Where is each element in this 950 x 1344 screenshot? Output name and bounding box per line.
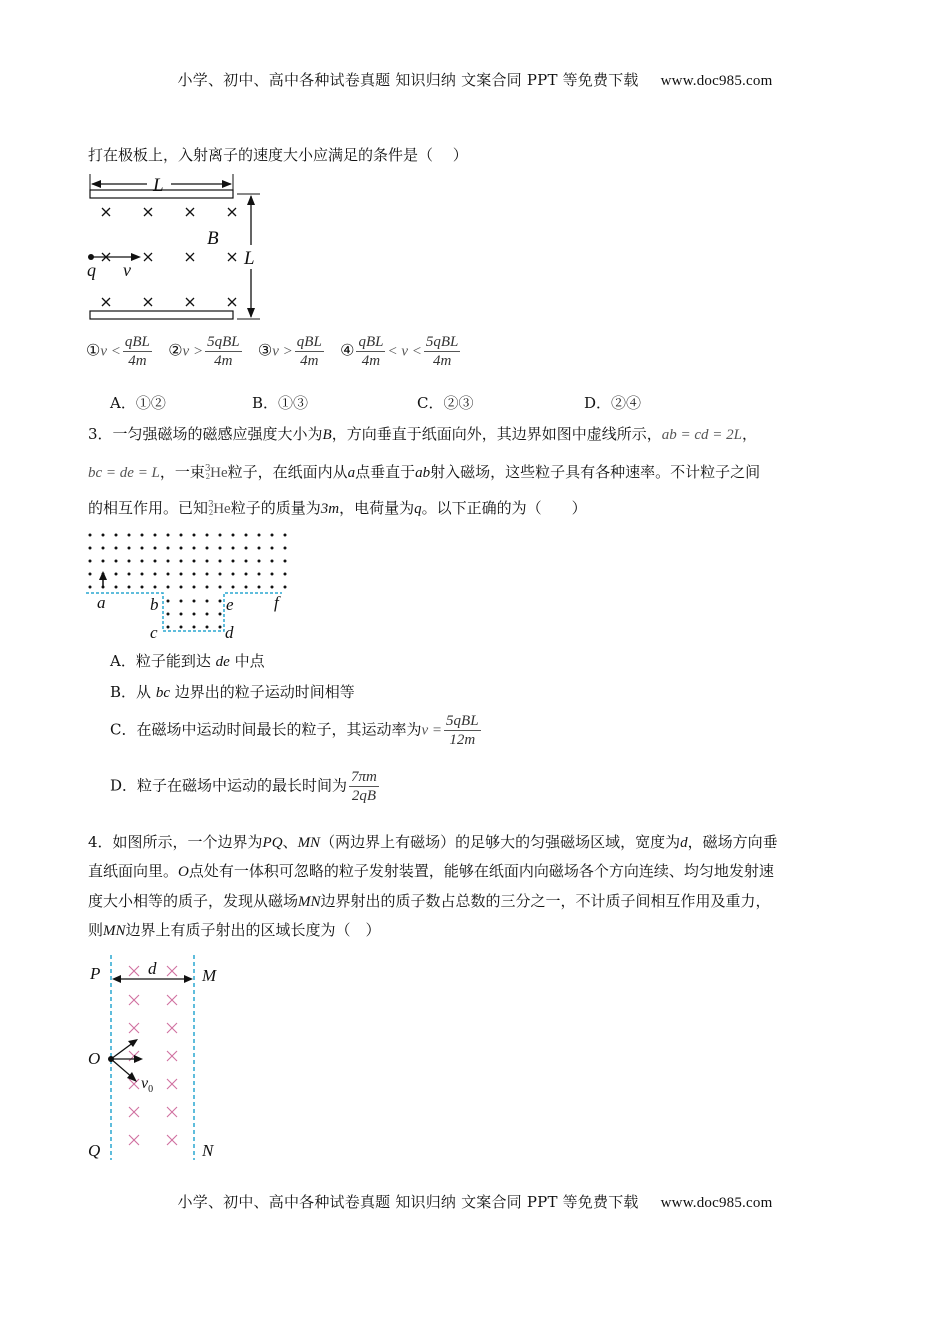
fraction-numerator: 5qBL xyxy=(425,334,459,350)
text: ，电荷量为 xyxy=(339,499,415,517)
condition-1-lhs: v < xyxy=(100,343,121,360)
text: 、 xyxy=(282,833,298,851)
label-Q: Q xyxy=(88,1141,101,1160)
var-q: q xyxy=(414,501,422,517)
fraction-numerator: qBL xyxy=(296,334,322,350)
q3-stem-line-1 xyxy=(88,424,757,445)
text: 在磁场中运动时间最长的粒子，其运动率为 xyxy=(136,720,422,739)
text: 点处有一体积可忽略的粒子发射装置，能够在纸面内向磁场各个方向连续、均匀地发射速 xyxy=(188,862,774,880)
text: ，磁场方向垂 xyxy=(687,833,778,851)
text: 则 xyxy=(88,921,104,939)
footer-site: www.doc985.com xyxy=(660,1195,773,1211)
q2-conditions xyxy=(86,333,462,370)
option-letter: C． xyxy=(110,720,137,739)
fraction-denominator: 12m xyxy=(449,732,476,748)
label-N: N xyxy=(202,1141,214,1160)
option-letter: D． xyxy=(110,776,138,795)
point-d: d xyxy=(225,623,234,642)
text: 点垂直于 xyxy=(355,463,416,481)
var-MN: MN xyxy=(103,923,126,939)
q4-figure xyxy=(84,955,224,1165)
label-velocity xyxy=(141,1075,153,1095)
text: 从 xyxy=(136,683,152,701)
label-charge: q xyxy=(87,260,96,280)
field-crosses xyxy=(129,966,177,1145)
point-b: b xyxy=(150,595,159,614)
point-c: c xyxy=(150,623,158,642)
text: 。以下正确的为（ ） xyxy=(421,499,587,517)
var: bc xyxy=(155,685,170,701)
fraction-numerator: 7πm xyxy=(351,769,377,785)
var-MN: MN xyxy=(298,894,321,910)
condition-3-lhs: v > xyxy=(272,343,293,360)
fraction-numerator: qBL xyxy=(358,334,384,350)
var-MN: MN xyxy=(297,835,321,851)
equation: bc = de = L xyxy=(88,465,160,481)
var: de xyxy=(215,654,230,670)
var-B: B xyxy=(322,427,332,443)
option-letter: C． xyxy=(417,394,444,412)
fraction xyxy=(444,712,481,749)
header-site: www.doc985.com xyxy=(660,73,773,89)
point-f: f xyxy=(274,593,279,612)
var-a: a xyxy=(347,465,356,481)
isotope-symbol: He xyxy=(210,465,228,481)
fraction xyxy=(349,768,379,805)
q3-option-d[interactable] xyxy=(110,768,381,805)
fraction-denominator: 4m xyxy=(214,353,233,369)
condition-2-lhs: v > xyxy=(182,343,204,360)
label-side-length: L xyxy=(244,248,255,269)
label-O: O xyxy=(88,1049,101,1068)
condition-4-fraction-a xyxy=(356,333,385,370)
q3-option-a[interactable] xyxy=(110,650,265,671)
condition-3-fraction xyxy=(295,333,324,370)
q2-option-b[interactable] xyxy=(252,392,308,413)
label-M: M xyxy=(202,966,217,985)
label-v: v xyxy=(141,1075,149,1092)
point-e: e xyxy=(226,595,234,614)
label-field: B xyxy=(207,228,219,249)
q2-stem: 打在极板上，入射离子的速度大小应满足的条件是（ ） xyxy=(88,146,468,164)
page-footer xyxy=(0,1191,950,1212)
page-header xyxy=(0,69,950,90)
text: 粒子，在纸面内从 xyxy=(227,463,348,481)
condition-2-fraction xyxy=(205,333,242,370)
text: 边界上有质子射出的区域长度为（ ） xyxy=(125,921,381,939)
text: 边界出的粒子运动时间相等 xyxy=(174,683,355,701)
q4-stem-line-1 xyxy=(88,832,778,853)
footer-text: 小学、初中、高中各种试卷真题 知识归纳 文案合同 PPT 等免费下载 xyxy=(177,1193,639,1211)
option-value: ①③ xyxy=(278,394,309,412)
field-boundary xyxy=(86,593,282,631)
field-dots xyxy=(89,534,287,629)
point-a: a xyxy=(97,593,106,612)
text: 的相互作用。已知 xyxy=(88,499,209,517)
option-letter: B． xyxy=(252,394,279,412)
option-letter: B． xyxy=(110,683,137,701)
text: ， xyxy=(741,425,757,443)
text: 3．一匀强磁场的磁感应强度大小为 xyxy=(88,425,323,443)
fraction-numerator: 5qBL xyxy=(446,713,479,729)
text: 射入磁场，这些粒子具有各种速率。不计粒子之间 xyxy=(430,463,761,481)
q3-option-c[interactable] xyxy=(110,712,483,749)
fraction-denominator: 4m xyxy=(128,353,147,369)
q3-option-b[interactable] xyxy=(110,681,355,702)
q4-stem-line-4 xyxy=(88,920,381,941)
label-top-length: L xyxy=(153,175,164,196)
isotope-mass: 3 xyxy=(208,500,214,510)
q3-stem-line-2 xyxy=(88,459,760,487)
text: ，一束 xyxy=(159,463,205,481)
condition-2-mark: ② xyxy=(168,340,183,360)
fraction-denominator: 4m xyxy=(432,353,452,369)
text: 直纸面向里。 xyxy=(88,862,179,880)
var-ab: ab xyxy=(415,465,431,481)
q2-figure xyxy=(85,172,270,324)
velocity-arrows xyxy=(111,1042,138,1078)
option-letter: A． xyxy=(110,652,136,670)
fraction-numerator: qBL xyxy=(124,334,150,350)
fraction-denominator: 2qB xyxy=(351,788,377,804)
condition-4-mark: ④ xyxy=(340,340,355,360)
text: ，方向垂直于纸面向外，其边界如图中虚线所示， xyxy=(331,425,662,443)
q2-option-c[interactable] xyxy=(417,392,474,413)
isotope-charge: 2 xyxy=(205,473,211,481)
fraction-denominator: 4m xyxy=(361,353,381,369)
text: 4．如图所示，一个边界为 xyxy=(88,833,263,851)
label-velocity: v xyxy=(123,260,131,280)
text: 度大小相等的质子，发现从磁场 xyxy=(88,892,299,910)
label-v-sub: 0 xyxy=(148,1084,154,1095)
text: （两边界上有磁场）的足够大的匀强磁场区域，宽度为 xyxy=(320,833,681,851)
equation-lhs: v = xyxy=(421,722,443,739)
option-value: ②③ xyxy=(443,394,474,412)
var-O: O xyxy=(178,864,189,880)
text: 边界射出的质子数占总数的三分之一，不计质子间相互作用及重力， xyxy=(320,892,771,910)
label-d: d xyxy=(148,959,157,978)
var-mass: 3m xyxy=(320,501,340,517)
header-text: 小学、初中、高中各种试卷真题 知识归纳 文案合同 PPT 等免费下载 xyxy=(177,71,639,89)
option-value: ②④ xyxy=(611,394,642,412)
fraction-denominator: 4m xyxy=(300,353,319,369)
option-letter: D． xyxy=(584,394,612,412)
text: 粒子在磁场中运动的最长时间为 xyxy=(137,776,348,795)
condition-4-fraction-b xyxy=(424,333,461,370)
q2-option-d[interactable] xyxy=(584,392,641,413)
isotope-mass: 3 xyxy=(204,464,211,474)
q4-stem-line-3 xyxy=(88,891,771,912)
isotope-charge: 2 xyxy=(208,509,214,517)
q2-option-a[interactable] xyxy=(110,392,166,413)
condition-4-mid: < v < xyxy=(387,343,422,360)
condition-1-fraction xyxy=(123,333,152,370)
option-letter: A． xyxy=(110,394,136,412)
q3-stem-line-3 xyxy=(88,495,587,523)
text: 粒子的质量为 xyxy=(230,499,321,517)
q4-stem-line-2 xyxy=(88,861,774,882)
condition-1-mark: ① xyxy=(86,340,101,360)
var-d: d xyxy=(680,835,688,851)
equation: ab = cd = 2L xyxy=(661,427,742,443)
option-value: ①② xyxy=(135,394,166,412)
label-P: P xyxy=(90,964,101,983)
isotope-symbol: He xyxy=(213,501,231,517)
var-PQ: PQ xyxy=(262,835,283,851)
text: 中点 xyxy=(234,652,265,670)
fraction-numerator: 5qBL xyxy=(207,334,240,350)
q3-figure xyxy=(84,526,294,644)
text: 粒子能到达 xyxy=(135,652,211,670)
condition-3-mark: ③ xyxy=(257,340,273,360)
